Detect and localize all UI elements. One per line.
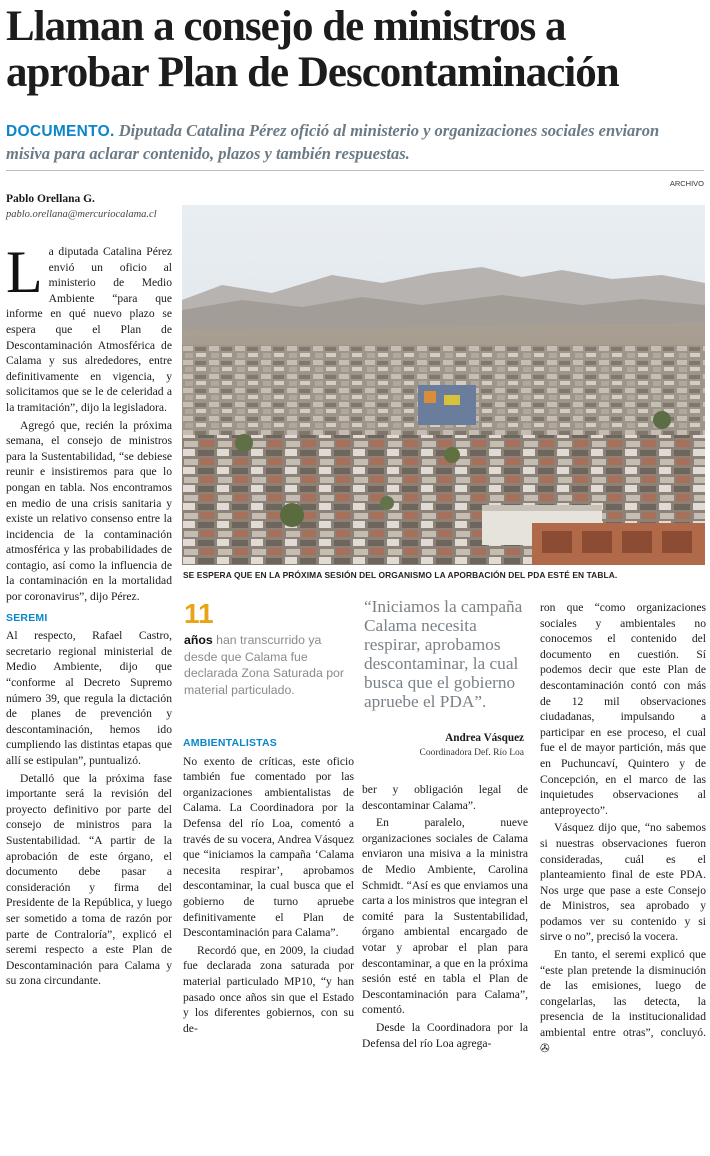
article-column-2 xyxy=(183,736,354,1036)
divider xyxy=(6,170,704,171)
author-name: Pablo Orellana G. xyxy=(6,193,95,205)
paragraph: No exento de críticas, este oficio también fue comentado por las organizaciones ambientalistas de Calama. La Coordinadora por la Defensa del río Loa, comentó a través de su vocera, Andrea Vásquez que “iniciamos la campaña ‘Calama necesita respirar’, aprobamos descontaminar, la cual busca que el gobierno de turno apruebe definitivamente el Plan de Descontaminación para Calama”. xyxy=(183,754,354,940)
paragraph-text: a diputada Catalina Pérez envió un oficio al ministerio de Medio Ambiente “para que informe en qué nuevo plazo se espera que el Plan de Descontaminación Atmosférica de Calama y sus alrededores, entre definitivamente en vigencia, y solicitamos que se le de celeridad a la tramitación”, dijo la legisladora. xyxy=(6,245,172,414)
subhead-ambientalistas: AMBIENTALISTAS xyxy=(183,737,277,749)
article-column-3 xyxy=(362,782,528,1051)
kicker-text: Diputada Catalina Pérez ofició al ministerio y organizaciones sociales enviaron misiva para aclarar contenido, plazos y también respuestas. xyxy=(6,121,660,163)
article-column-4 xyxy=(540,600,706,1056)
fact-number: 11 xyxy=(184,598,214,629)
paragraph: Agregó que, recién la próxima semana, el consejo de ministros para la Sustentabilidad, “se debiese reunir e insistiremos para que lo pongan en tabla. Nos encontramos en medio de una crisis sanitaria y existe un relativo consenso entre la incidencia de la contaminación atmosférica y las probabilidades de contagio, así como la influencia de la contaminación en la mortalidad por coronavirus”, dijo Pérez. xyxy=(6,418,172,604)
photo-caption: SE ESPERA QUE EN LA PRÓXIMA SESIÓN DEL ORGANISMO LA APORBACIÓN DEL PDA ESTÉ EN TABLA. xyxy=(183,570,618,580)
author-email[interactable]: pablo.orellana@mercuriocalama.cl xyxy=(6,209,157,220)
dropcap: L xyxy=(6,239,43,305)
paragraph: Recordó que, en 2009, la ciudad fue declarada zona saturada por material particulado MP10, “y han pasado once años sin que el Estado y los diferentes gobiernos, con su de- xyxy=(183,943,354,1035)
article-column-1 xyxy=(6,239,172,989)
paragraph: En tanto, el seremi explicó que “este plan pretende la disminución de las emisiones, luego de congelarlas, las detecta, la presencia de la institucionalidad ambiental entre otras”, concluyó. ✇ xyxy=(540,948,706,1055)
kicker xyxy=(6,120,704,165)
subhead-seremi: SEREMI xyxy=(6,611,48,624)
quote-role: Coordinadora Def. Río Loa xyxy=(419,748,524,758)
paragraph: Vásquez dijo que, “no sabemos si nuestras observaciones fueron consideradas, cuál es el planteamiento final de este PDA. Nos urge que pase a este Consejo de Ministros, sea aprobado y podamos ver su contenido y si sirve o no”, precisó la vocera. xyxy=(540,821,706,944)
pull-quote: “Iniciamos la campaña Calama necesita respirar, aprobamos descontaminar, la cual busca que el gobierno apruebe el PDA”. xyxy=(364,597,523,711)
photo-credit: ARCHIVO xyxy=(669,179,704,188)
paragraph xyxy=(6,239,172,416)
paragraph: Desde la Coordinadora por la Defensa del río Loa agrega- xyxy=(362,1020,528,1050)
headline: Llaman a consejo de ministros a aprobar Plan de Descontaminación xyxy=(6,3,619,96)
fact-box xyxy=(184,632,352,698)
quote-author: Andrea Vásquez xyxy=(445,732,524,744)
paragraph: ron que “como organizaciones sociales y ambientales no conocemos el contenido del documento en cuestión. Sí podemos decir que este Plan de descontaminación contó con más de 12 mil observaciones ciudadanas, impulsando a participar en ese proceso, el cual fue el de mayor partición, más que en Puchuncaví, Quintero y de Concepción, en el marco de las inquietudes observaciones al anteproyecto”. xyxy=(540,601,706,817)
paragraph: ber y obligación legal de descontaminar Calama”. xyxy=(362,783,528,812)
city-photo xyxy=(182,205,705,565)
paragraph: En paralelo, nueve organizaciones sociales de Calama enviaron una misiva a la ministra de Medio Ambiente, Carolina Schmidt. “Así es que enviamos una carta a los ministros que integran el comité para la Sustentabilidad, órgano ambiental encargado de votar y aprobar el plan para descontaminar, a que en la próxima sesión esté en tabla el Plan de Descontaminación para Calama”, comentó. xyxy=(362,816,528,1017)
city-photo-illustration xyxy=(182,205,705,565)
fact-bold: años xyxy=(184,633,213,647)
paragraph: Al respecto, Rafael Castro, secretario regional ministerial de Medio Ambiente, dijo que “conforme al Decreto Supremo número 39, que regula la dictación de planes de prevención y descontaminación, hemos ido cumpliendo las distintas etapas que allí se estipulan”, puntualizó. xyxy=(6,629,172,767)
paragraph: Detalló que la próxima fase importante será la revisión del proyecto definitivo por parte del consejo de ministros para la Sustentabilidad. “A partir de la aprobación de este órgano, el documento debe pasar a consideración y firma del Presidente de la República, y luego ser sometido a toma de razón por parte de Contraloría”, explicó el seremi respecto a este Plan de Descontaminación para Calama y su zona circundante. xyxy=(6,771,172,988)
fact-text: han transcurrido ya desde que Calama fue declarada Zona Saturada por material particulado. xyxy=(184,633,344,697)
kicker-tag: DOCUMENTO. xyxy=(6,123,115,140)
